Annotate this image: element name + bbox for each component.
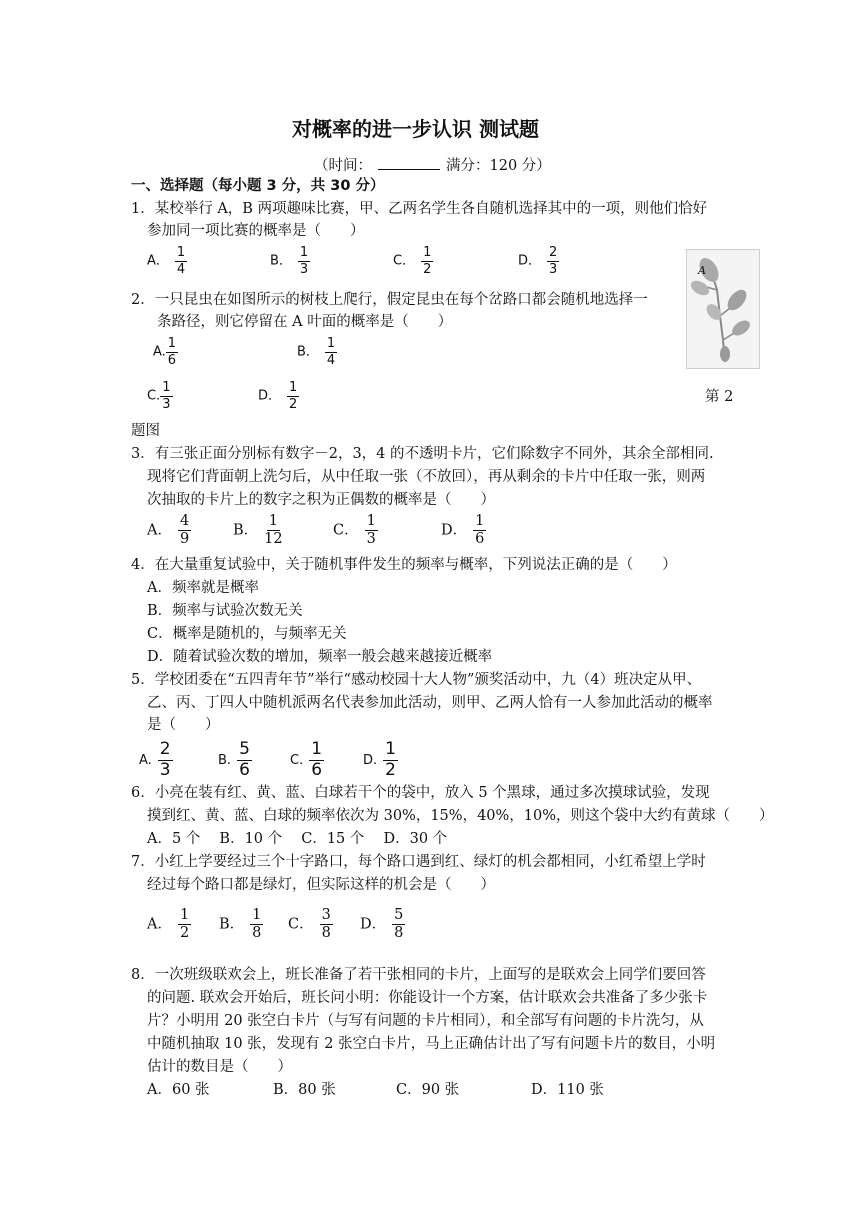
q1-option-c: C． $\frac{1}{2}$ <box>393 245 432 277</box>
q8-option-a: A．60 张 <box>147 1082 210 1098</box>
q3-option-d: D． $\frac{1}{6}$ <box>441 513 485 548</box>
q4-line1: 4．在大量重复试验中，关于随机事件发生的频率与概率，下列说法正确的是（ ） <box>131 557 677 573</box>
q6-line1: 6．小亮在装有红、黄、蓝、白球若干个的袋中，放入 5 个黑球，通过多次摸球试验，发现 <box>131 785 710 801</box>
time-label: （时间： <box>314 158 372 174</box>
q1-line1: 1．某校举行 A，B 两项趣味比赛，甲、乙两名学生各自随机选择其中的一项，则他们恰好 <box>131 201 708 217</box>
q5-line2: 乙、丙、丁四人中随机派两名代表参加此活动，则甲、乙两人恰有一人参加此活动的概率 <box>147 695 713 711</box>
q4-option-d: D．随着试验次数的增加，频率一般会越来越接近概率 <box>147 649 493 665</box>
q8-line3: 片？小明用 20 张空白卡片（与写有问题的卡片相同），和全部写有问题的卡片洗匀，从 <box>147 1013 704 1029</box>
q5-option-d: D. $\frac{1}{2}$ <box>363 739 396 780</box>
q3-option-a: A． $\frac{4}{9}$ <box>147 513 190 548</box>
q3-option-c: C． $\frac{1}{3}$ <box>333 513 376 548</box>
q8-option-d: D．110 张 <box>531 1082 604 1098</box>
q3-line2: 现将它们背面朝上洗匀后，从中任取一张（不放回），再从剩余的卡片中任取一张，则两 <box>147 469 706 485</box>
q2-option-a: A. $\frac{1}{6}$ <box>153 336 177 368</box>
q6-line2: 摸到红、黄、蓝、白球的频率依次为 30%，15%，40%，10%，则这个袋中大约有黄球（ ） <box>147 808 774 824</box>
q2-line2: 条路径，则它停留在 A 叶面的概率是（ ） <box>157 314 453 330</box>
q8-line5: 估计的数目是（ ） <box>147 1059 292 1075</box>
q8-line1: 8．一次班级联欢会上，班长准备了若干张相同的卡片，上面写的是联欢会上同学们要回答 <box>131 967 706 983</box>
q3-line1: 3．有三张正面分别标有数字－2，3，4 的不透明卡片，它们除数字不同外，其余全部相同. <box>131 446 714 462</box>
q7-option-c: C． $\frac{3}{8}$ <box>288 907 331 942</box>
q7-option-a: A． $\frac{1}{2}$ <box>147 907 190 942</box>
q1-option-d: D． $\frac{2}{3}$ <box>518 245 558 277</box>
q3-line3: 次抽取的卡片上的数字之积为正偶数的概率是（ ） <box>147 492 495 508</box>
q2-option-d: D． $\frac{1}{2}$ <box>258 380 298 412</box>
q7-line1: 7．小红上学要经过三个十字路口，每个路口遇到红、绿灯的机会都相同，小红希望上学时 <box>131 854 706 870</box>
q4-option-b: B．频率与试验次数无关 <box>147 603 303 619</box>
q5-option-b: B. $\frac{5}{6}$ <box>218 739 250 780</box>
q5-line3: 是（ ） <box>147 717 220 733</box>
q7-option-d: D． $\frac{5}{8}$ <box>360 907 404 942</box>
q4-option-a: A．频率就是概率 <box>147 580 259 596</box>
q8-option-c: C．90 张 <box>396 1082 460 1098</box>
figure-caption: 第 2 <box>705 389 734 405</box>
q7-line2: 经过每个路口都是绿灯，但实际这样的机会是（ ） <box>147 877 495 893</box>
q1-line2: 参加同一项比赛的概率是（ ） <box>147 223 365 239</box>
q5-line1: 5．学校团委在“五四青年节”举行“感动校园十大人物”颁奖活动中，九（4）班决定从甲、 <box>131 672 702 688</box>
figure-label-a: A <box>698 264 706 277</box>
page-title: 对概率的进一步认识 测试题 <box>292 117 539 141</box>
q7-option-b: B． $\frac{1}{8}$ <box>219 907 262 942</box>
score-label: 满分：120 分） <box>446 158 551 174</box>
q3-option-b: B． $\frac{1}{12}$ <box>233 513 283 548</box>
q2-option-b: B． $\frac{1}{4}$ <box>297 336 336 368</box>
section-heading: 一、选择题（每小题 3 分，共 30 分） <box>131 178 385 194</box>
q4-option-c: C．概率是随机的，与频率无关 <box>147 626 347 642</box>
subtitle <box>314 155 551 175</box>
q2-line1: 2．一只昆虫在如图所示的树枝上爬行，假定昆虫在每个岔路口都会随机地选择一 <box>131 292 648 308</box>
q1-option-b: B． $\frac{1}{3}$ <box>270 245 309 277</box>
q5-option-c: C. $\frac{1}{6}$ <box>290 739 323 780</box>
q5-option-a: A. $\frac{2}{3}$ <box>139 739 171 780</box>
q6-options: A．5 个 B．10 个 C．15 个 D．30 个 <box>147 831 448 847</box>
q8-option-b: B．80 张 <box>273 1082 336 1098</box>
q8-line4: 中随机抽取 10 张，发现有 2 张空白卡片，马上正确估计出了写有问题卡片的数目，小明 <box>147 1036 716 1052</box>
branch-figure <box>686 249 760 369</box>
q8-line2: 的问题. 联欢会开始后，班长问小明：你能设计一个方案，估计联欢会共准备了多少张卡 <box>147 990 708 1006</box>
q1-option-a: A． $\frac{1}{4}$ <box>147 245 186 277</box>
figure-caption-cont: 题图 <box>131 423 160 439</box>
time-blank <box>378 155 440 170</box>
q2-option-c: C. $\frac{1}{3}$ <box>147 380 171 412</box>
